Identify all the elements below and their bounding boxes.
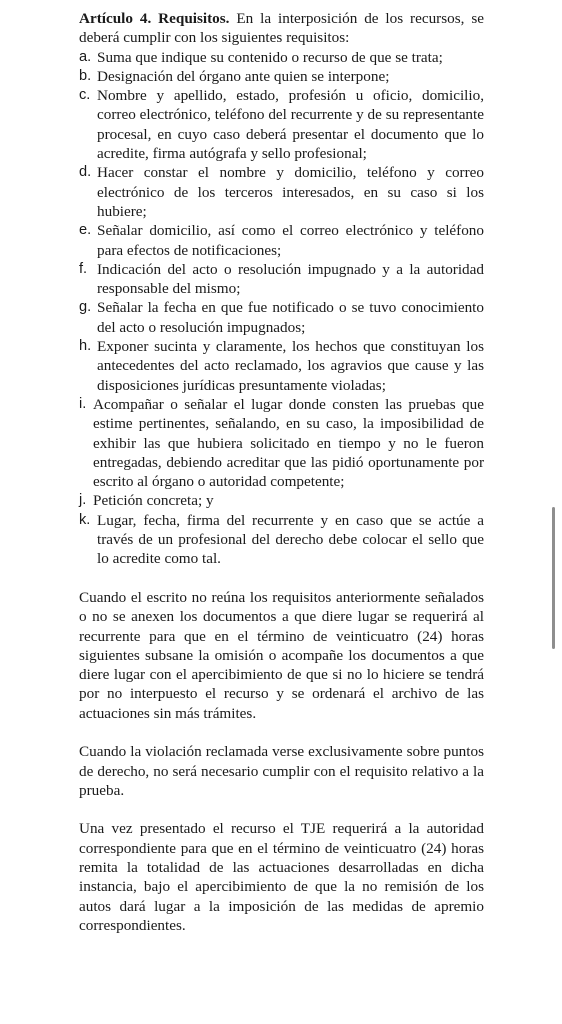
requirement-marker: j. (79, 492, 87, 509)
requirement-marker: h. (79, 338, 92, 355)
requirement-marker: f. (79, 260, 88, 277)
requirement-item (79, 221, 484, 260)
requirement-marker: e. (79, 222, 92, 239)
requirements-list (79, 48, 484, 569)
requirement-marker: c. (79, 87, 91, 104)
requirement-item (79, 395, 484, 491)
requirement-marker: a. (79, 48, 92, 65)
requirement-item (79, 163, 484, 221)
paragraph-tje-request: Una vez presentado el recurso el TJE requerirá a la autoridad correspondiente para que en el término de veinticuatro (24) horas remita la totalidad de las actuaciones desarrolladas en dicha instancia, bajo el apercibimiento de que la no remisión de los autos dará lugar a la imposición de las medidas de apremio correspondientes. (79, 820, 484, 934)
requirement-marker: d. (79, 164, 92, 181)
requirement-marker: b. (79, 67, 92, 84)
paragraph-points-of-law: Cuando la violación reclamada verse exclusivamente sobre puntos de derecho, no será necesario cumplir con el requisito relativo a la prueba. (79, 743, 484, 799)
requirement-item (79, 48, 484, 67)
requirement-text: Designación del órgano ante quien se interpone; (97, 67, 390, 85)
requirement-text: Hacer constar el nombre y domicilio, teléfono y correo electrónico de los terceros interesados, en su caso si los hubiere; (97, 164, 484, 220)
requirement-text: Señalar domicilio, así como el correo electrónico y teléfono para efectos de notificaciones; (97, 222, 484, 259)
requirement-item (79, 337, 484, 395)
requirement-marker: i. (79, 395, 87, 412)
requirement-text: Lugar, fecha, firma del recurrente y en caso que se actúe a través de un profesional del derecho debe colocar el sello que lo acredite como tal. (97, 511, 484, 568)
article-intro: En la interposición de los recursos, se deberá cumplir con los siguientes requisitos: (79, 10, 484, 47)
requirement-text: Señalar la fecha en que fue notificado o se tuvo conocimiento del acto o resolución impugnados; (97, 299, 484, 336)
article-heading (79, 9, 484, 48)
requirement-item (79, 67, 484, 86)
requirement-text: Acompañar o señalar el lugar donde consten las pruebas que estime pertinentes, señalando, en su caso, la imposibilidad de exhibir las que hubiera solicitado en tiempo y no le fueron entregadas, debiendo acreditar que las pidió oportunamente por escrito al órgano o autoridad competente; (93, 395, 484, 491)
requirement-text: Indicación del acto o resolución impugnado y a la autoridad responsable del mismo; (97, 260, 484, 298)
requirement-marker: k. (79, 511, 91, 528)
requirement-text: Nombre y apellido, estado, profesión u oficio, domicilio, correo electrónico, teléfono del recurrente y de su representante procesal, en cuyo caso deberá presentar el documento que lo acredite, firma autógrafa y sello profesional; (97, 87, 484, 163)
requirement-item (79, 511, 484, 569)
paragraph-incomplete-filing: Cuando el escrito no reúna los requisitos anteriormente señalados o no se anexen los documentos a que diere lugar se requerirá al recurrente para que en el término de veinticuatro (24) horas siguientes subsane la omisión o acompañe los documentos a que diere lugar con el apercibimiento de que si no lo hiciere se tendrá por no interpuesto el recurso y se ordenará el archivo de las actuaciones sin más trámites. (79, 588, 484, 722)
requirement-text: Petición concreta; y (93, 492, 214, 510)
requirement-marker: g. (79, 299, 92, 316)
article-body (79, 9, 484, 935)
requirement-item (79, 86, 484, 163)
vertical-scrollbar[interactable] (552, 507, 555, 649)
requirement-item (79, 298, 484, 337)
requirement-text: Suma que indique su contenido o recurso de que se trata; (97, 48, 443, 66)
requirement-item (79, 491, 484, 510)
requirement-item (79, 260, 484, 299)
article-title: Artículo 4. Requisitos. (79, 10, 230, 27)
requirement-text: Exponer sucinta y claramente, los hechos que constituyan los antecedentes del acto reclamado, los agravios que cause y las disposiciones jurídicas presuntamente violadas; (97, 338, 484, 394)
